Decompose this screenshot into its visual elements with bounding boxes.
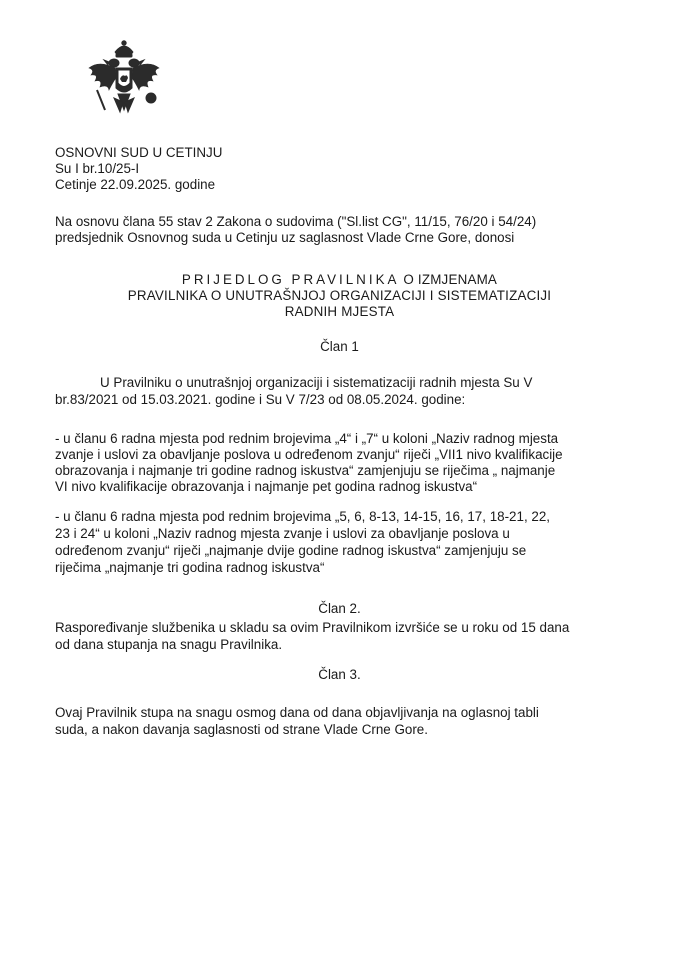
article-1-para-line-1: U Pravilniku o unutrašnjoj organizaciji i sistematizaciji radnih mjesta Su V xyxy=(100,375,533,390)
article-1-bullet-2-line-3: određenom zvanju“ riječi „najmanje dvije godine radnog iskustva“ zamjenjuju se xyxy=(55,543,527,558)
title-part-a: PRIJEDLOG PRAVILNIKA xyxy=(181,272,400,287)
court-name: OSNOVNI SUD U CETINJU xyxy=(55,145,223,160)
article-3-line-2: suda, a nakon davanja saglasnosti od strane Vlade Crne Gore. xyxy=(55,722,428,737)
article-1-para-line-2: br.83/2021 od 15.03.2021. godine i Su V 7/23 od 08.05.2024. godine: xyxy=(55,392,466,407)
intro-line-2: predsjednik Osnovnog suda u Cetinju uz saglasnost Vlade Crne Gore, donosi xyxy=(55,230,515,245)
place-date: Cetinje 22.09.2025. godine xyxy=(55,177,216,192)
document-title-line-2: PRAVILNIKA O UNUTRAŠNJOJ ORGANIZACIJI I SISTEMATIZACIJI xyxy=(127,288,552,303)
article-1-bullet-2-line-2: 23 i 24“ u koloni „Naziv radnog mjesta zvanje i uslovi za obavljanje poslova u xyxy=(55,526,510,541)
document-title-line-1 xyxy=(0,272,679,288)
article-2-line-2: od dana stupanja na snagu Pravilnika. xyxy=(55,637,283,652)
article-1-bullet-2-line-1: - u članu 6 radna mjesta pod rednim brojevima „5, 6, 8-13, 14-15, 16, 17, 18-21, 22, xyxy=(55,509,550,524)
article-2-line-1: Raspoređivanje službenika u skladu sa ovim Pravilnikom izvršiće se u roku od 15 dana xyxy=(55,620,570,635)
document-title-line-3: RADNIH MJESTA xyxy=(284,304,395,319)
article-2-heading: Član 2. xyxy=(318,601,361,616)
case-number: Su I br.10/25-I xyxy=(55,161,140,176)
article-1-bullet-2-line-4: riječima „najmanje tri godina radnog iskustva“ xyxy=(55,560,325,575)
article-1-bullet-1-line-4: VI nivo kvalifikacije obrazovanja i najmanje pet godina radnog iskustva“ xyxy=(55,479,478,494)
title-part-b: O IZMJENAMA xyxy=(403,272,498,287)
article-1-bullet-1-line-1: - u članu 6 radna mjesta pod rednim brojevima „4“ i „7“ u koloni „Naziv radnog mjesta xyxy=(55,431,559,446)
article-3-heading: Član 3. xyxy=(318,667,361,682)
coat-of-arms-icon xyxy=(85,38,163,122)
article-1-bullet-1-line-3: obrazovanja i najmanje tri godine radnog iskustva“ zamjenjuju se riječima „ najmanje xyxy=(55,463,556,478)
article-1-heading: Član 1 xyxy=(320,339,359,354)
article-3-line-1: Ovaj Pravilnik stupa na snagu osmog dana od dana objavljivanja na oglasnoj tabli xyxy=(55,705,539,720)
intro-line-1: Na osnovu člana 55 stav 2 Zakona o sudovima ("Sl.list CG", 11/15, 76/20 i 54/24) xyxy=(55,214,537,229)
article-1-bullet-1-line-2: zvanje i uslovi za obavljanje poslova u određenom zvanju“ riječi „VII1 nivo kvalifikacije xyxy=(55,447,563,462)
